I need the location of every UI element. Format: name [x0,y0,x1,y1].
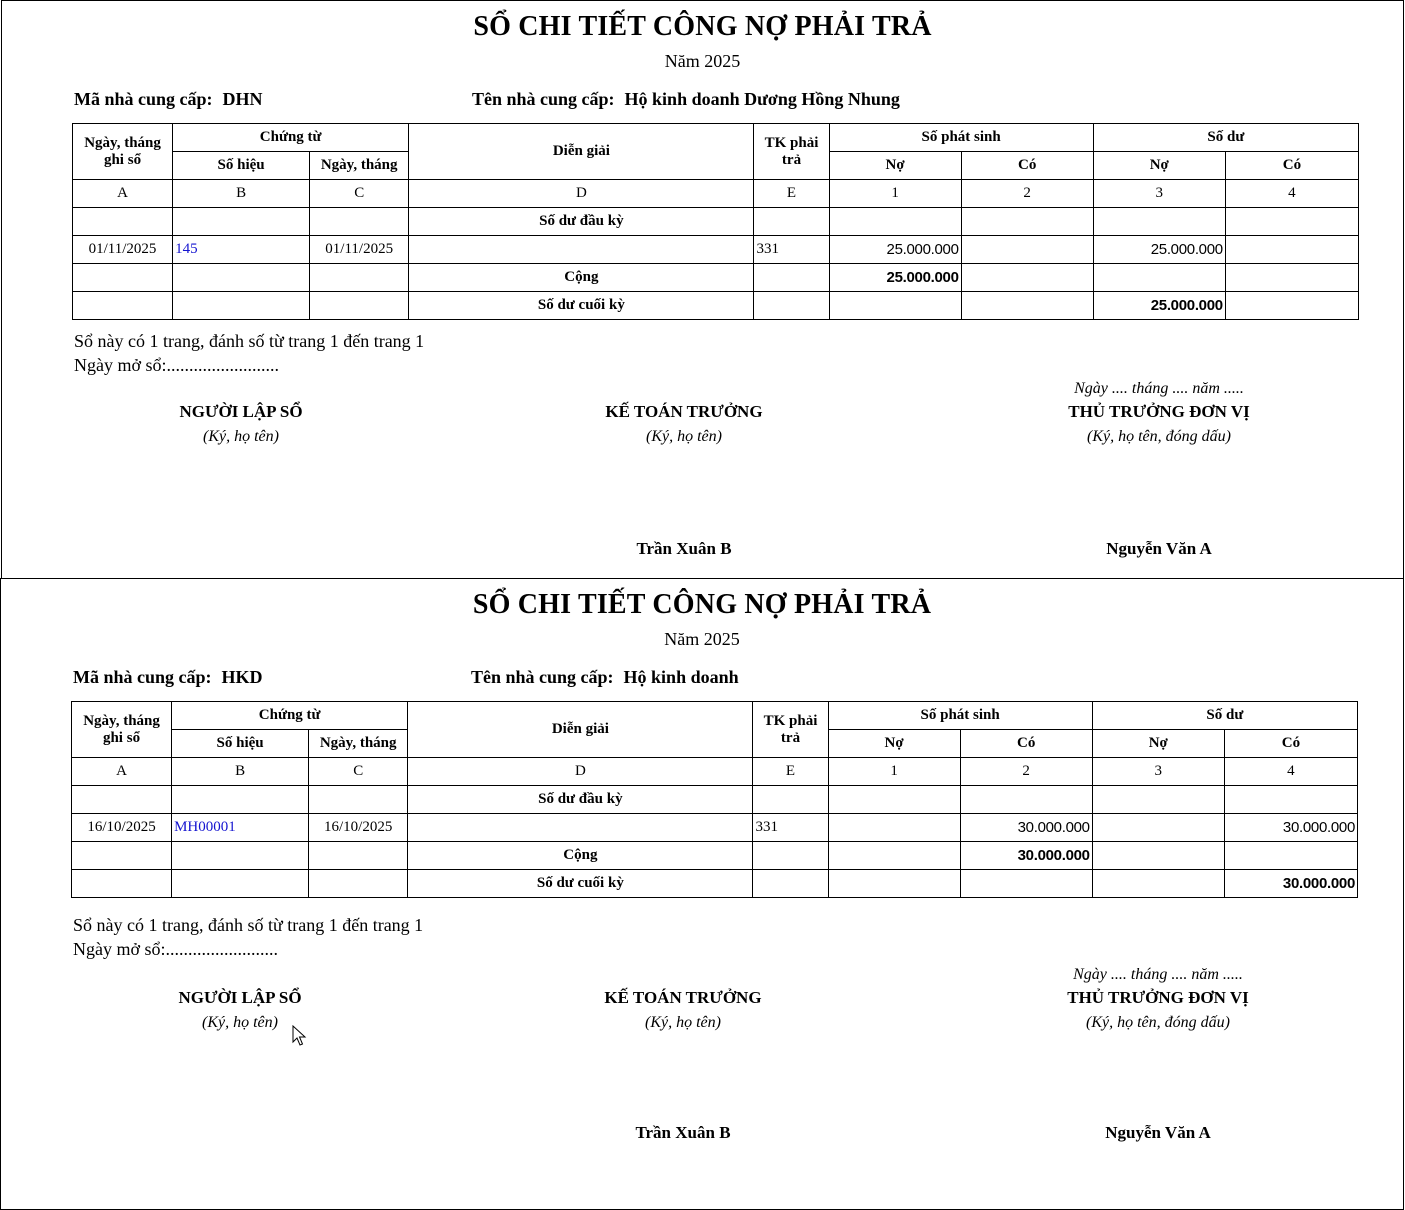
row-voucher-date: 16/10/2025 [309,814,408,842]
row-arising-debit: 25.000.000 [829,236,961,264]
report-title: SỔ CHI TIẾT CÔNG NỢ PHẢI TRẢ [472,589,932,620]
header-description: Diễn giải [408,702,753,758]
voucher-no-link[interactable]: MH00001 [172,814,309,842]
supplier-name [471,667,739,688]
supplier-name-value: Hộ kinh doanh [623,667,739,687]
closing-balance-row [73,292,1359,320]
code-cell: D [409,180,754,208]
header-arising: Số phát sinh [829,124,1093,152]
preparer-hint: (Ký, họ tên) [202,1014,278,1031]
header-arising: Số phát sinh [828,702,1092,730]
code-cell: E [753,758,828,786]
column-code-row [72,758,1358,786]
code-cell: B [173,180,310,208]
total-balance-credit [1225,264,1358,292]
code-cell: 3 [1092,758,1224,786]
report-dhn [1,0,1404,580]
code-cell: 2 [961,180,1093,208]
row-balance-debit [1092,814,1224,842]
chief-accountant-signature [534,402,834,446]
header-balance: Số dư [1093,124,1358,152]
chief-accountant-role: KẾ TOÁN TRƯỞNG [605,402,763,421]
chief-accountant-name: Trần Xuân B [635,1123,731,1142]
code-cell: 1 [828,758,960,786]
page-count-note: Sổ này có 1 trang, đánh số từ trang 1 đến trang 1 [73,915,424,935]
row-voucher-date: 01/11/2025 [310,236,409,264]
header-account: TK phải trả [754,124,829,180]
header-voucher-no: Số hiệu [172,730,309,758]
code-cell: A [72,758,172,786]
total-row [72,842,1358,870]
report-title: SỔ CHI TIẾT CÔNG NỢ PHẢI TRẢ [473,11,932,42]
chief-accountant-signature [533,988,833,1032]
row-arising-credit [961,236,1093,264]
report-hkd [0,578,1404,1210]
preparer-hint: (Ký, họ tên) [203,428,279,445]
code-cell: E [754,180,829,208]
supplier-code [73,667,263,688]
report-year: Năm 2025 [664,51,741,71]
preparer-role: NGƯỜI LẬP SỔ [179,402,303,421]
header-arising-credit: Có [960,730,1092,758]
header-account: TK phải trả [753,702,828,758]
row-balance-credit: 30.000.000 [1224,814,1357,842]
total-row [73,264,1359,292]
ledger-table [71,701,1358,898]
header-balance: Số dư [1092,702,1357,730]
code-cell: 3 [1093,180,1225,208]
code-cell: A [73,180,173,208]
supplier-name-value: Hộ kinh doanh Dương Hồng Nhung [624,89,900,109]
chief-accountant-hint: (Ký, họ tên) [645,1014,721,1031]
header-arising-debit: Nợ [829,152,961,180]
code-cell: 4 [1225,180,1358,208]
total-label: Cộng [409,264,754,292]
director-role: THỦ TRƯỞNG ĐƠN VỊ [1068,402,1250,421]
chief-accountant-hint: (Ký, họ tên) [646,428,722,445]
director-name: Nguyễn Văn A [1105,1123,1211,1142]
supplier-code-value: DHN [222,89,263,109]
supplier-code-value: HKD [221,667,263,687]
opening-balance-row [73,208,1359,236]
opening-balance-label: Số dư đầu kỳ [409,208,754,236]
total-balance-credit [1224,842,1357,870]
header-balance-credit: Có [1224,730,1357,758]
row-account: 331 [753,814,828,842]
director-hint: (Ký, họ tên, đóng dấu) [1087,428,1231,445]
total-balance-debit [1092,842,1224,870]
closing-balance-label: Số dư cuối kỳ [408,870,753,898]
code-cell: 1 [829,180,961,208]
code-cell: C [309,758,408,786]
header-arising-debit: Nợ [828,730,960,758]
director-signature [1008,966,1308,1032]
chief-accountant-name: Trần Xuân B [636,539,732,558]
supplier-name-label: Tên nhà cung cấp: [472,89,615,109]
director-signature [1009,380,1309,446]
header-balance-credit: Có [1225,152,1358,180]
supplier-code-label: Mã nhà cung cấp: [74,89,213,109]
closing-arising-debit [829,292,961,320]
header-arising-credit: Có [961,152,1093,180]
open-date-note: Ngày mở sổ:......................... [73,939,279,959]
code-cell: 2 [960,758,1092,786]
code-cell: D [408,758,753,786]
director-role: THỦ TRƯỞNG ĐƠN VỊ [1067,988,1249,1007]
header-voucher-date: Ngày, tháng [309,730,408,758]
preparer-signature [90,988,390,1032]
closing-balance-credit: 30.000.000 [1224,870,1357,898]
closing-balance-label: Số dư cuối kỳ [409,292,754,320]
closing-balance-debit [1092,870,1224,898]
total-label: Cộng [408,842,753,870]
chief-accountant-role: KẾ TOÁN TRƯỞNG [604,988,762,1007]
row-balance-debit: 25.000.000 [1093,236,1225,264]
closing-arising-debit [828,870,960,898]
closing-arising-credit [960,870,1092,898]
header-balance-debit: Nợ [1093,152,1225,180]
total-arising-debit [828,842,960,870]
table-row [73,236,1359,264]
total-arising-credit [961,264,1093,292]
supplier-code-label: Mã nhà cung cấp: [73,667,212,687]
mouse-cursor-icon [292,1025,308,1047]
row-balance-credit [1225,236,1358,264]
closing-balance-debit: 25.000.000 [1093,292,1225,320]
row-description [409,236,754,264]
header-description: Diễn giải [409,124,754,180]
header-balance-debit: Nợ [1092,730,1224,758]
sign-date: Ngày .... tháng .... năm ..... [1074,380,1244,397]
row-date: 01/11/2025 [73,236,173,264]
row-date: 16/10/2025 [72,814,172,842]
supplier-code [74,89,263,110]
code-cell: B [172,758,309,786]
total-arising-debit: 25.000.000 [829,264,961,292]
header-voucher: Chứng từ [173,124,409,152]
closing-arising-credit [961,292,1093,320]
open-date-note: Ngày mở sổ:......................... [74,355,280,375]
supplier-name-label: Tên nhà cung cấp: [471,667,614,687]
code-cell: 4 [1224,758,1357,786]
sign-date: Ngày .... tháng .... năm ..... [1073,966,1243,983]
header-voucher-no: Số hiệu [173,152,310,180]
preparer-role: NGƯỜI LẬP SỔ [178,988,302,1007]
preparer-signature [91,402,391,446]
director-hint: (Ký, họ tên, đóng dấu) [1086,1014,1230,1031]
director-name: Nguyễn Văn A [1106,539,1212,558]
header-voucher-date: Ngày, tháng [310,152,409,180]
opening-balance-row [72,786,1358,814]
row-arising-debit [828,814,960,842]
row-arising-credit: 30.000.000 [960,814,1092,842]
report-year: Năm 2025 [664,629,740,649]
header-date-recorded: Ngày, tháng ghi sổ [73,124,173,180]
voucher-no-link[interactable]: 145 [173,236,310,264]
total-balance-debit [1093,264,1225,292]
column-code-row [73,180,1359,208]
page-count-note: Sổ này có 1 trang, đánh số từ trang 1 đến trang 1 [74,331,425,351]
closing-balance-credit [1225,292,1358,320]
supplier-name [472,89,900,110]
table-row [72,814,1358,842]
header-voucher: Chứng từ [172,702,408,730]
closing-balance-row [72,870,1358,898]
opening-balance-label: Số dư đầu kỳ [408,786,753,814]
header-date-recorded: Ngày, tháng ghi sổ [72,702,172,758]
ledger-table [72,123,1359,320]
code-cell: C [310,180,409,208]
row-description [408,814,753,842]
row-account: 331 [754,236,829,264]
total-arising-credit: 30.000.000 [960,842,1092,870]
